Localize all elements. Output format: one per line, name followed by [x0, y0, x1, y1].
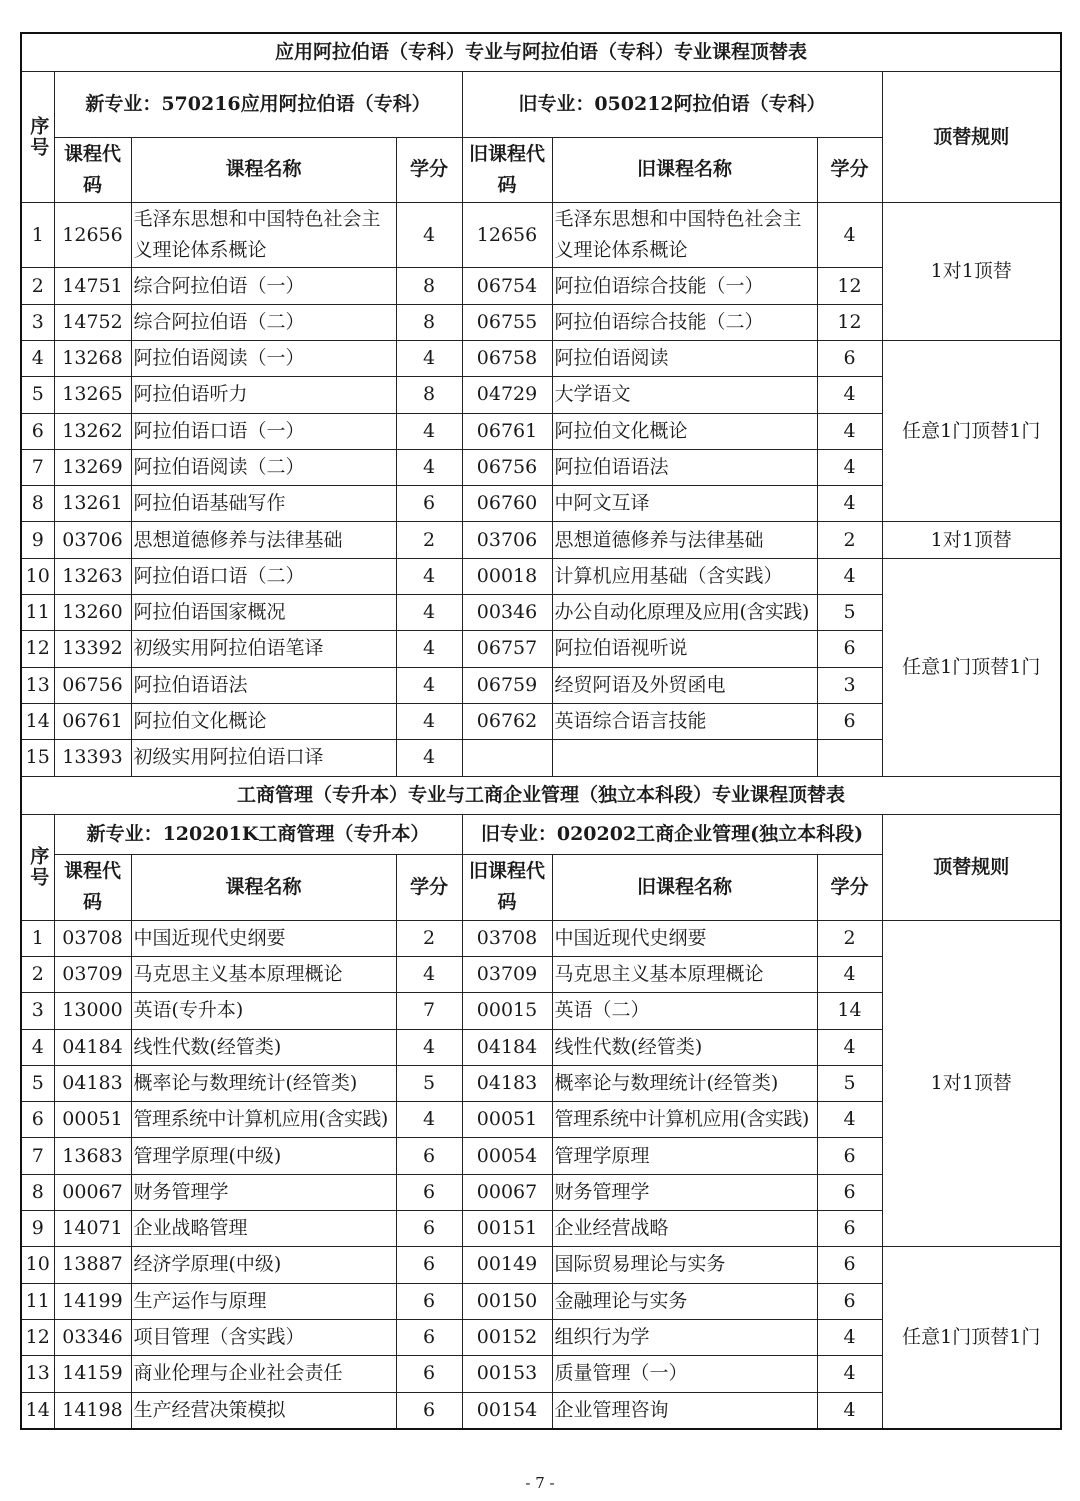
old-course-credit: 6 [817, 1138, 882, 1174]
old-course-name: 经贸阿语及外贸函电 [552, 667, 817, 703]
replacement-rule: 1对1顶替 [882, 522, 1061, 558]
old-code-header: 旧课程代码 [462, 137, 552, 202]
replacement-rule: 任意1门顶替1门 [882, 558, 1061, 776]
row-seq: 7 [21, 1138, 54, 1174]
course-credit: 6 [396, 1247, 462, 1283]
old-course-name: 企业管理咨询 [552, 1392, 817, 1429]
course-name: 初级实用阿拉伯语笔译 [131, 631, 396, 667]
credit-header: 学分 [396, 137, 462, 202]
course-credit: 2 [396, 920, 462, 956]
row-seq: 3 [21, 993, 54, 1029]
name-header: 课程名称 [131, 855, 396, 920]
old-course-credit: 4 [817, 377, 882, 413]
course-code: 04183 [54, 1065, 131, 1101]
course-name: 阿拉伯语阅读（二） [131, 449, 396, 485]
old-course-code: 00054 [462, 1138, 552, 1174]
old-course-code: 06757 [462, 631, 552, 667]
section-title-row [21, 33, 1061, 72]
course-name: 线性代数(经管类) [131, 1029, 396, 1065]
old-course-name: 国际贸易理论与实务 [552, 1247, 817, 1283]
course-credit: 6 [396, 1283, 462, 1319]
old-course-name: 管理学原理 [552, 1138, 817, 1174]
old-course-name: 英语（二） [552, 993, 817, 1029]
course-code: 14751 [54, 268, 131, 304]
old-credit-header: 学分 [817, 137, 882, 202]
course-name: 综合阿拉伯语（二） [131, 304, 396, 340]
old-course-credit: 6 [817, 1247, 882, 1283]
table-row [21, 522, 1061, 558]
old-course-credit: 4 [817, 1356, 882, 1392]
old-course-code: 00067 [462, 1174, 552, 1210]
old-course-credit: 4 [817, 1319, 882, 1355]
old-course-name: 阿拉伯语视听说 [552, 631, 817, 667]
replacement-rule: 1对1顶替 [882, 203, 1061, 341]
new-major-header: 新专业：120201K工商管理（专升本） [54, 814, 462, 854]
course-credit: 2 [396, 522, 462, 558]
header-row-majors [21, 814, 1061, 854]
course-code: 13392 [54, 631, 131, 667]
old-course-credit: 4 [817, 1102, 882, 1138]
old-course-credit: 5 [817, 1065, 882, 1101]
old-course-credit: 12 [817, 268, 882, 304]
row-seq: 12 [21, 631, 54, 667]
course-name: 概率论与数理统计(经管类) [131, 1065, 396, 1101]
section-title: 工商管理（专升本）专业与工商企业管理（独立本科段）专业课程顶替表 [21, 776, 1061, 814]
code-header: 课程代码 [54, 137, 131, 202]
old-course-name: 线性代数(经管类) [552, 1029, 817, 1065]
row-seq: 1 [21, 203, 54, 268]
table-row [21, 340, 1061, 376]
old-course-name: 企业经营战略 [552, 1211, 817, 1247]
course-code: 13000 [54, 993, 131, 1029]
section-title-row [21, 776, 1061, 814]
old-name-header: 旧课程名称 [552, 855, 817, 920]
row-seq: 14 [21, 703, 54, 739]
old-course-name: 思想道德修养与法律基础 [552, 522, 817, 558]
old-course-credit: 2 [817, 522, 882, 558]
old-course-code: 06755 [462, 304, 552, 340]
old-course-name: 大学语文 [552, 377, 817, 413]
seq-header: 序号 [21, 72, 54, 203]
seq-header: 序号 [21, 814, 54, 920]
row-seq: 12 [21, 1319, 54, 1355]
old-course-code: 06758 [462, 340, 552, 376]
old-course-code: 00149 [462, 1247, 552, 1283]
old-course-code [462, 740, 552, 776]
old-course-code: 00346 [462, 595, 552, 631]
course-name: 经济学原理(中级) [131, 1247, 396, 1283]
row-seq: 3 [21, 304, 54, 340]
table-row [21, 1247, 1061, 1283]
old-course-code: 00153 [462, 1356, 552, 1392]
course-name: 中国近现代史纲要 [131, 920, 396, 956]
course-credit: 4 [396, 740, 462, 776]
old-course-credit: 2 [817, 920, 882, 956]
course-credit: 4 [396, 558, 462, 594]
old-course-code: 03706 [462, 522, 552, 558]
course-name: 生产经营决策模拟 [131, 1392, 396, 1429]
old-course-code: 00151 [462, 1211, 552, 1247]
course-code: 14752 [54, 304, 131, 340]
table-row [21, 558, 1061, 594]
row-seq: 15 [21, 740, 54, 776]
old-course-code: 03709 [462, 956, 552, 992]
course-name: 管理系统中计算机应用(含实践) [131, 1102, 396, 1138]
course-credit: 6 [396, 486, 462, 522]
course-name: 企业战略管理 [131, 1211, 396, 1247]
replacement-rule: 1对1顶替 [882, 920, 1061, 1247]
old-course-code: 00154 [462, 1392, 552, 1429]
course-credit: 6 [396, 1356, 462, 1392]
course-credit: 4 [396, 703, 462, 739]
row-seq: 13 [21, 1356, 54, 1392]
replacement-rule: 任意1门顶替1门 [882, 340, 1061, 521]
old-course-code: 03708 [462, 920, 552, 956]
section-title: 应用阿拉伯语（专科）专业与阿拉伯语（专科）专业课程顶替表 [21, 33, 1061, 72]
old-course-name: 阿拉伯语阅读 [552, 340, 817, 376]
old-course-name: 中国近现代史纲要 [552, 920, 817, 956]
course-name: 阿拉伯语阅读（一） [131, 340, 396, 376]
table-row [21, 920, 1061, 956]
course-code: 00067 [54, 1174, 131, 1210]
old-course-credit: 4 [817, 413, 882, 449]
old-course-credit: 12 [817, 304, 882, 340]
old-course-code: 04183 [462, 1065, 552, 1101]
name-header: 课程名称 [131, 137, 396, 202]
course-code: 13393 [54, 740, 131, 776]
page-number: - 7 - [525, 1474, 555, 1492]
rule-header: 顶替规则 [882, 72, 1061, 203]
row-seq: 6 [21, 1102, 54, 1138]
course-code: 14159 [54, 1356, 131, 1392]
course-credit: 4 [396, 1029, 462, 1065]
course-code: 13262 [54, 413, 131, 449]
row-seq: 6 [21, 413, 54, 449]
old-course-name: 办公自动化原理及应用(含实践) [552, 595, 817, 631]
old-course-credit: 6 [817, 703, 882, 739]
row-seq: 10 [21, 1247, 54, 1283]
old-course-credit: 4 [817, 1029, 882, 1065]
old-major-header: 旧专业：020202工商企业管理(独立本科段) [462, 814, 882, 854]
course-code: 13268 [54, 340, 131, 376]
old-course-name [552, 740, 817, 776]
old-course-code: 06756 [462, 449, 552, 485]
old-course-credit: 4 [817, 449, 882, 485]
old-course-credit: 6 [817, 1283, 882, 1319]
old-course-code: 06754 [462, 268, 552, 304]
course-name: 阿拉伯语基础写作 [131, 486, 396, 522]
row-seq: 8 [21, 486, 54, 522]
course-code: 13269 [54, 449, 131, 485]
old-course-name: 阿拉伯文化概论 [552, 413, 817, 449]
row-seq: 11 [21, 595, 54, 631]
course-credit: 6 [396, 1174, 462, 1210]
course-credit: 4 [396, 203, 462, 268]
row-seq: 14 [21, 1392, 54, 1429]
row-seq: 1 [21, 920, 54, 956]
old-course-credit: 3 [817, 667, 882, 703]
old-course-credit: 4 [817, 486, 882, 522]
course-credit: 4 [396, 1102, 462, 1138]
course-code: 04184 [54, 1029, 131, 1065]
old-course-code: 04184 [462, 1029, 552, 1065]
credit-header: 学分 [396, 855, 462, 920]
course-code: 03346 [54, 1319, 131, 1355]
old-course-code: 00015 [462, 993, 552, 1029]
course-credit: 4 [396, 631, 462, 667]
old-credit-header: 学分 [817, 855, 882, 920]
course-name: 初级实用阿拉伯语口译 [131, 740, 396, 776]
course-credit: 8 [396, 377, 462, 413]
course-code: 03706 [54, 522, 131, 558]
row-seq: 7 [21, 449, 54, 485]
course-code: 13260 [54, 595, 131, 631]
course-credit: 8 [396, 304, 462, 340]
row-seq: 11 [21, 1283, 54, 1319]
old-course-credit [817, 740, 882, 776]
old-course-code: 00051 [462, 1102, 552, 1138]
old-course-name: 阿拉伯语综合技能（二） [552, 304, 817, 340]
old-course-credit: 6 [817, 1174, 882, 1210]
new-major-header: 新专业：570216应用阿拉伯语（专科） [54, 72, 462, 137]
row-seq: 4 [21, 1029, 54, 1065]
old-course-credit: 6 [817, 340, 882, 376]
course-code: 03709 [54, 956, 131, 992]
course-code: 14199 [54, 1283, 131, 1319]
course-code: 06756 [54, 667, 131, 703]
row-seq: 2 [21, 956, 54, 992]
course-code: 13265 [54, 377, 131, 413]
course-credit: 6 [396, 1138, 462, 1174]
course-credit: 6 [396, 1392, 462, 1429]
course-name: 阿拉伯语口语（一） [131, 413, 396, 449]
old-course-code: 06762 [462, 703, 552, 739]
old-course-name: 金融理论与实务 [552, 1283, 817, 1319]
old-course-name: 马克思主义基本原理概论 [552, 956, 817, 992]
course-credit: 6 [396, 1211, 462, 1247]
course-name: 毛泽东思想和中国特色社会主义理论体系概论 [131, 203, 396, 268]
course-name: 思想道德修养与法律基础 [131, 522, 396, 558]
old-course-name: 阿拉伯语语法 [552, 449, 817, 485]
course-name: 商业伦理与企业社会责任 [131, 1356, 396, 1392]
course-code: 14198 [54, 1392, 131, 1429]
old-course-name: 组织行为学 [552, 1319, 817, 1355]
old-course-name: 财务管理学 [552, 1174, 817, 1210]
course-name: 英语(专升本) [131, 993, 396, 1029]
course-code: 13263 [54, 558, 131, 594]
row-seq: 8 [21, 1174, 54, 1210]
course-code: 06761 [54, 703, 131, 739]
old-course-name: 质量管理（一） [552, 1356, 817, 1392]
old-course-code: 06759 [462, 667, 552, 703]
old-course-credit: 5 [817, 595, 882, 631]
old-course-credit: 14 [817, 993, 882, 1029]
old-major-header: 旧专业：050212阿拉伯语（专科） [462, 72, 882, 137]
row-seq: 9 [21, 522, 54, 558]
old-course-credit: 4 [817, 956, 882, 992]
old-course-code: 00150 [462, 1283, 552, 1319]
course-name: 阿拉伯语口语（二） [131, 558, 396, 594]
row-seq: 10 [21, 558, 54, 594]
row-seq: 5 [21, 1065, 54, 1101]
row-seq: 5 [21, 377, 54, 413]
table-row [21, 203, 1061, 268]
old-course-code: 04729 [462, 377, 552, 413]
old-course-name: 毛泽东思想和中国特色社会主义理论体系概论 [552, 203, 817, 268]
course-name: 阿拉伯语国家概况 [131, 595, 396, 631]
code-header: 课程代码 [54, 855, 131, 920]
old-course-code: 00018 [462, 558, 552, 594]
old-name-header: 旧课程名称 [552, 137, 817, 202]
row-seq: 13 [21, 667, 54, 703]
old-course-name: 英语综合语言技能 [552, 703, 817, 739]
course-code: 00051 [54, 1102, 131, 1138]
rule-header: 顶替规则 [882, 814, 1061, 920]
old-course-name: 计算机应用基础（含实践） [552, 558, 817, 594]
course-credit: 4 [396, 956, 462, 992]
course-name: 阿拉伯语听力 [131, 377, 396, 413]
old-course-code: 06761 [462, 413, 552, 449]
old-course-credit: 6 [817, 631, 882, 667]
course-code: 12656 [54, 203, 131, 268]
old-course-credit: 4 [817, 558, 882, 594]
old-course-name: 概率论与数理统计(经管类) [552, 1065, 817, 1101]
old-course-name: 中阿文互译 [552, 486, 817, 522]
course-name: 项目管理（含实践） [131, 1319, 396, 1355]
course-code: 03708 [54, 920, 131, 956]
old-course-name: 阿拉伯语综合技能（一） [552, 268, 817, 304]
old-course-code: 00152 [462, 1319, 552, 1355]
course-code: 13261 [54, 486, 131, 522]
old-course-code: 12656 [462, 203, 552, 268]
row-seq: 2 [21, 268, 54, 304]
course-name: 综合阿拉伯语（一） [131, 268, 396, 304]
course-credit: 4 [396, 595, 462, 631]
old-course-name: 管理系统中计算机应用(含实践) [552, 1102, 817, 1138]
course-name: 生产运作与原理 [131, 1283, 396, 1319]
course-credit: 4 [396, 449, 462, 485]
header-row-majors [21, 72, 1061, 137]
old-course-code: 06760 [462, 486, 552, 522]
course-credit: 7 [396, 993, 462, 1029]
row-seq: 4 [21, 340, 54, 376]
old-code-header: 旧课程代码 [462, 855, 552, 920]
course-name: 财务管理学 [131, 1174, 396, 1210]
old-course-credit: 4 [817, 203, 882, 268]
course-code: 13683 [54, 1138, 131, 1174]
course-credit: 4 [396, 667, 462, 703]
course-name: 阿拉伯语语法 [131, 667, 396, 703]
course-credit: 8 [396, 268, 462, 304]
course-credit: 4 [396, 340, 462, 376]
course-code: 13887 [54, 1247, 131, 1283]
old-course-credit: 4 [817, 1392, 882, 1429]
course-credit: 5 [396, 1065, 462, 1101]
row-seq: 9 [21, 1211, 54, 1247]
course-code: 14071 [54, 1211, 131, 1247]
course-name: 管理学原理(中级) [131, 1138, 396, 1174]
old-course-credit: 6 [817, 1211, 882, 1247]
course-name: 阿拉伯文化概论 [131, 703, 396, 739]
replacement-rule: 任意1门顶替1门 [882, 1247, 1061, 1429]
course-name: 马克思主义基本原理概论 [131, 956, 396, 992]
course-replacement-sheet [20, 32, 1062, 1430]
course-credit: 4 [396, 413, 462, 449]
course-credit: 6 [396, 1319, 462, 1355]
table-body [21, 33, 1061, 1429]
